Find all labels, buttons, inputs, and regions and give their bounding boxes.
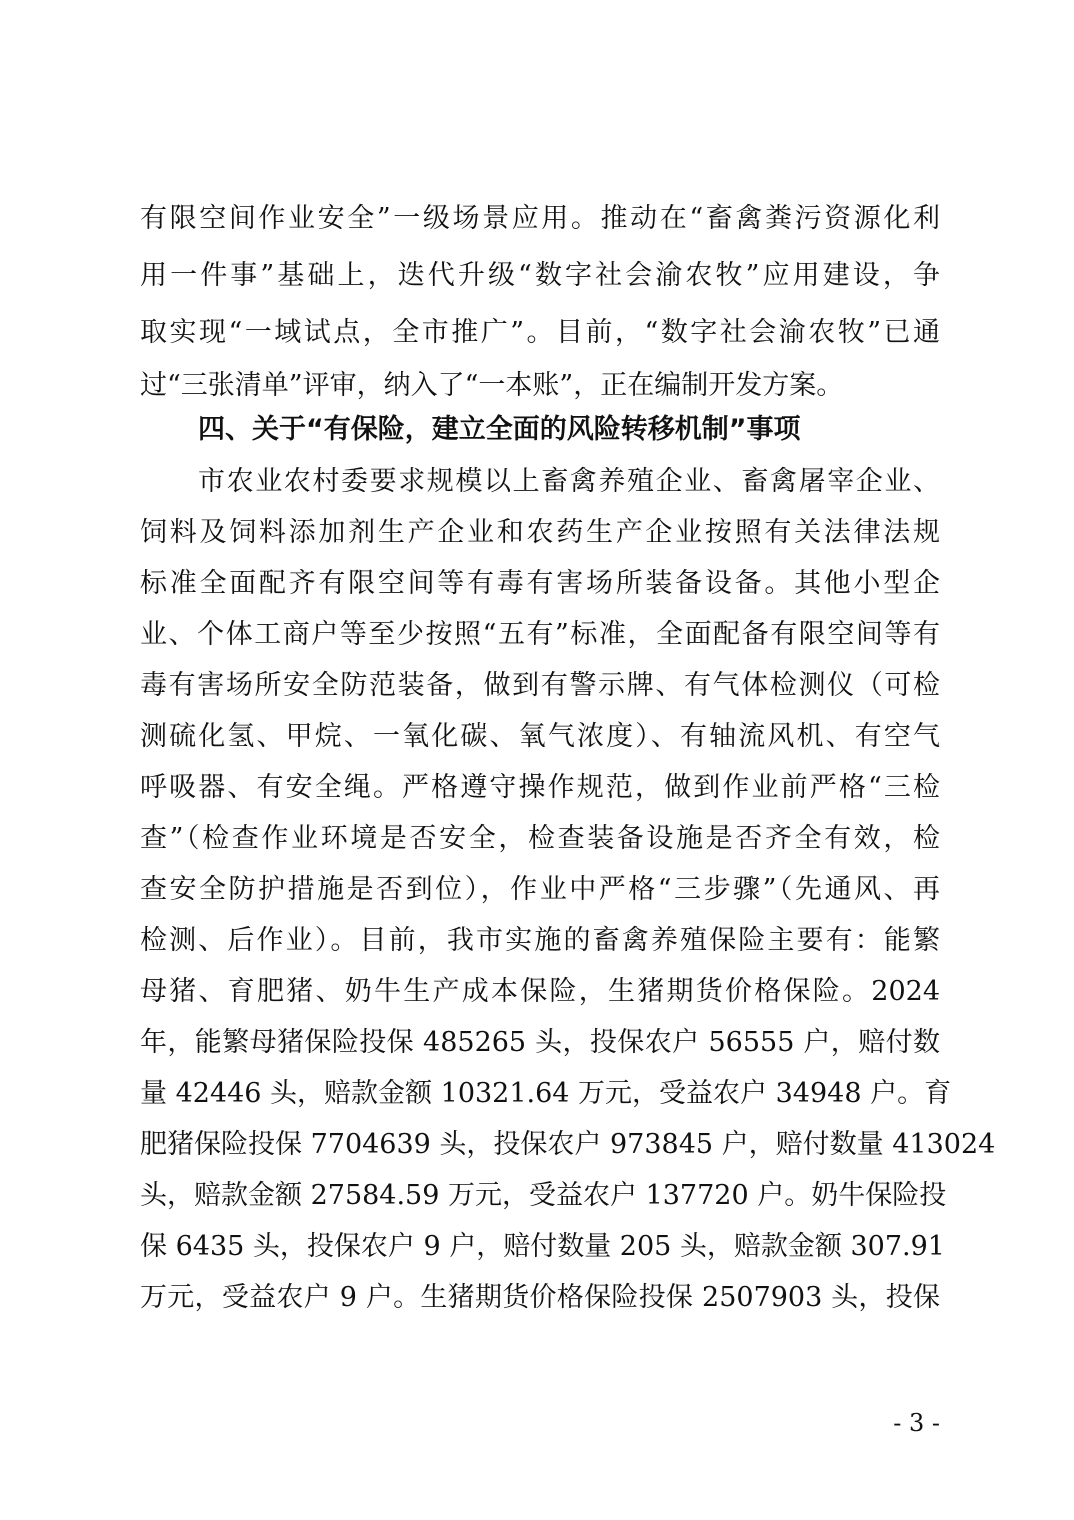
body-line: 取实现“一域试点，全市推广”。目前，“数字社会渝农牧”已通 <box>140 317 940 348</box>
paragraph-line: 标准全面配齐有限空间等有毒有害场所装备设备。其他小型企 <box>140 568 940 599</box>
body-line: 过“三张清单”评审，纳入了“一本账”，正在编制开发方案。 <box>140 370 844 401</box>
paragraph-line: 检测、后作业）。目前，我市实施的畜禽养殖保险主要有：能繁 <box>140 925 940 956</box>
paragraph-line: 查安全防护措施是否到位），作业中严格“三步骤”（先通风、再 <box>140 874 940 905</box>
paragraph-line: 市农业农村委要求规模以上畜禽养殖企业、畜禽屠宰企业、 <box>198 466 940 497</box>
paragraph-line: 量 42446 头，赔款金额 10321.64 万元，受益农户 34948 户。育 <box>140 1078 952 1109</box>
body-line: 有限空间作业安全”一级场景应用。推动在“畜禽粪污资源化利 <box>140 203 940 234</box>
paragraph-line: 头，赔款金额 27584.59 万元，受益农户 137720 户。奶牛保险投 <box>140 1180 947 1211</box>
paragraph-line: 业、个体工商户等至少按照“五有”标准，全面配备有限空间等有 <box>140 619 940 650</box>
paragraph-line: 保 6435 头，投保农户 9 户，赔付数量 205 头，赔款金额 307.91 <box>140 1231 945 1262</box>
body-line: 用一件事”基础上，迭代升级“数字社会渝农牧”应用建设，争 <box>140 260 940 291</box>
page-number: - 3 - <box>893 1409 940 1437</box>
paragraph-line: 万元，受益农户 9 户。生猪期货价格保险投保 2507903 头，投保 <box>140 1282 940 1313</box>
paragraph-line: 母猪、育肥猪、奶牛生产成本保险，生猪期货价格保险。2024 <box>140 976 940 1007</box>
section-heading: 四、关于“有保险，建立全面的风险转移机制”事项 <box>198 414 801 445</box>
paragraph-line: 毒有害场所安全防范装备，做到有警示牌、有气体检测仪（可检 <box>140 670 940 701</box>
paragraph-line: 查”（检查作业环境是否安全，检查装备设施是否齐全有效，检 <box>140 823 940 854</box>
paragraph-line: 年，能繁母猪保险投保 485265 头，投保农户 56555 户，赔付数 <box>140 1027 940 1058</box>
paragraph-line: 饲料及饲料添加剂生产企业和农药生产企业按照有关法律法规 <box>140 517 940 548</box>
paragraph-line: 呼吸器、有安全绳。严格遵守操作规范，做到作业前严格“三检 <box>140 772 940 803</box>
paragraph-line: 测硫化氢、甲烷、一氧化碳、氧气浓度）、有轴流风机、有空气 <box>140 721 940 752</box>
paragraph-line: 肥猪保险投保 7704639 头，投保农户 973845 户，赔付数量 413024 <box>140 1129 996 1160</box>
